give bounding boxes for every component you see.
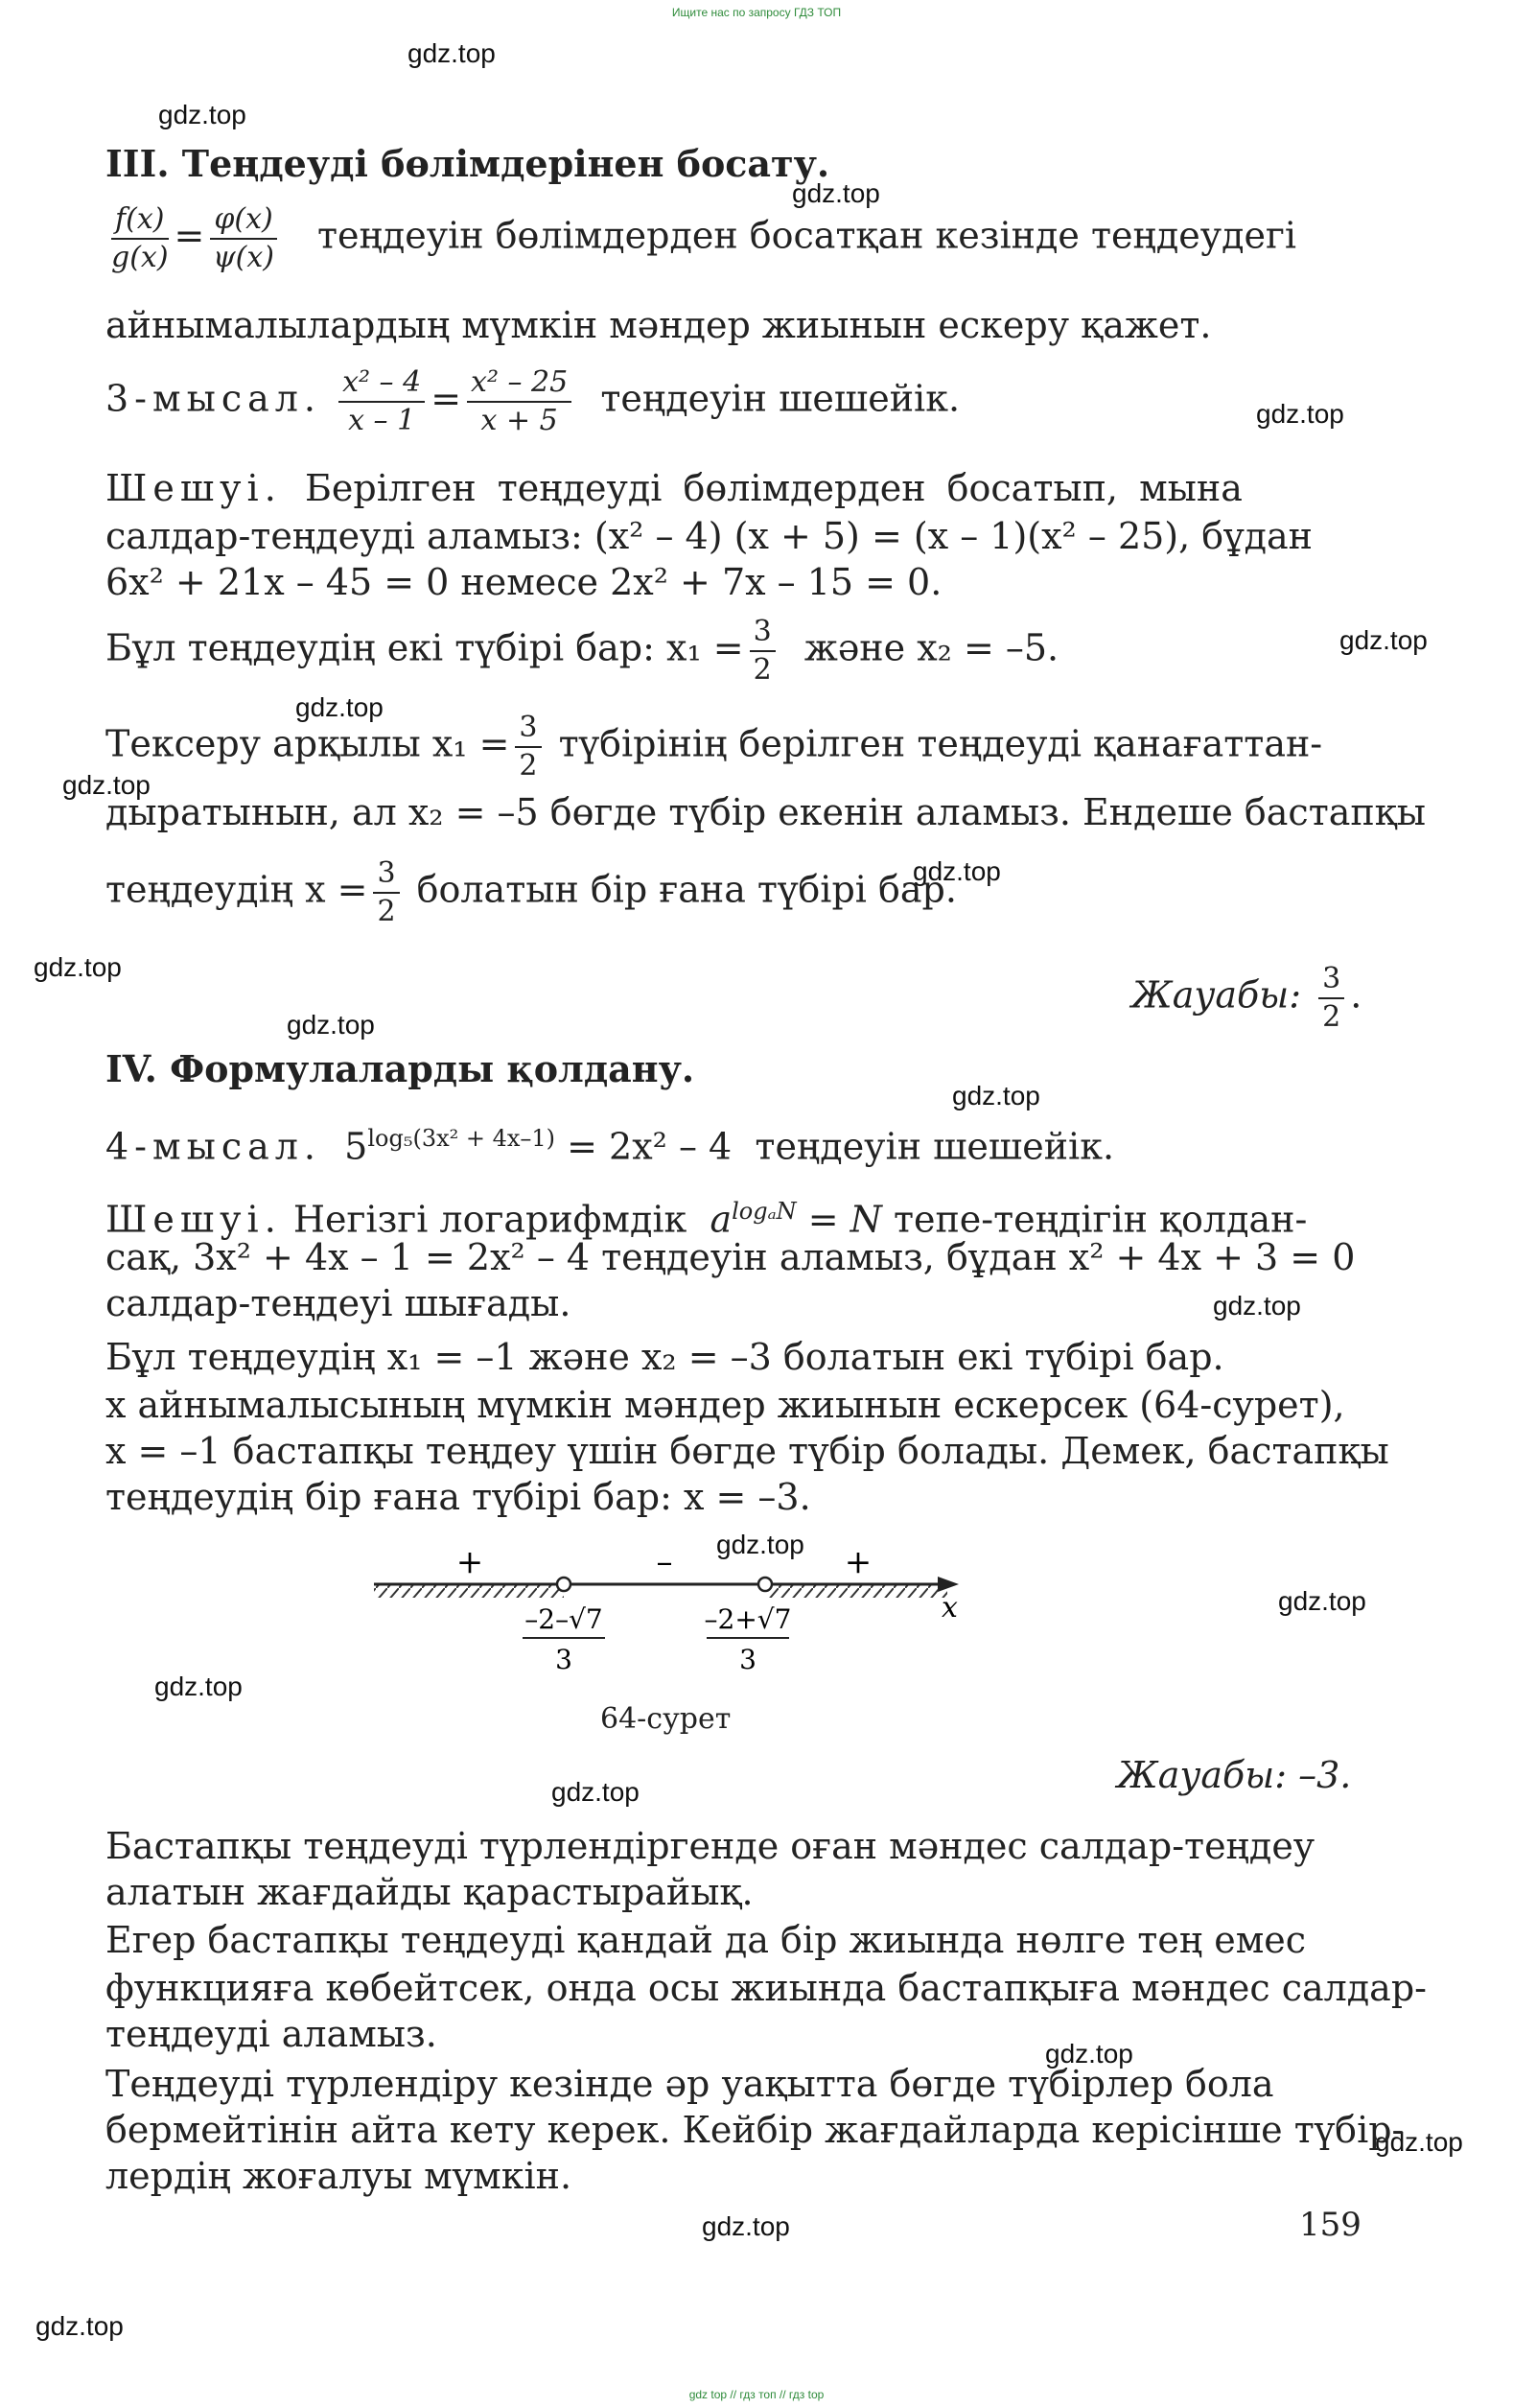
watermark: gdz.top (1375, 2127, 1463, 2157)
watermark: gdz.top (913, 856, 1001, 886)
watermark: gdz.top (1278, 1586, 1366, 1616)
example4-solution-line3: салдар-теңдеуі шығады. (105, 1282, 571, 1324)
hatch-left (374, 1584, 564, 1598)
watermark: gdz.top (792, 178, 880, 208)
fraction: $\frac{3}{2}$ (750, 614, 776, 689)
closing-p2-line2: функцияға көбейтсек, онда осы жиында бастапқыға мәндес салдар- (105, 1967, 1428, 2009)
example4-statement: 4-мысал. $5^{log_5(3x^2 + 4x-1)} = 2x^2 - 4$ теңдеуін шешейік. (105, 1125, 1115, 1168)
open-point-right (758, 1578, 772, 1591)
watermark: gdz.top (1045, 2039, 1133, 2069)
watermark: gdz.top (62, 770, 151, 800)
example4-solution-line7: теңдеудің бір ғана түбірі бар: x = –3. (105, 1476, 811, 1518)
example4-solution-line5: x айнымалысының мүмкін мәндер жиынын ескерсек (64-сурет), (105, 1384, 1345, 1426)
fraction: $\frac{3}{2}$ (515, 710, 541, 784)
sign-plus-left: + (455, 1543, 484, 1581)
watermark: gdz.top (1256, 399, 1344, 429)
point2-denominator: 3 (739, 1644, 756, 1675)
fraction: $\frac{3}{2}$ (373, 855, 399, 930)
watermark: gdz.top (35, 2311, 124, 2341)
watermark: gdz.top (287, 1010, 375, 1040)
top-banner: Ищите нас по запросу ГДЗ ТОП (671, 6, 842, 19)
page-number: 159 (1299, 2206, 1362, 2244)
section3-intro-line2: айнымалылардың мүмкін мәндер жиынын ескеру қажет. (105, 304, 1212, 346)
watermark: gdz.top (295, 692, 384, 722)
closing-p2-line3: теңдеуді аламыз. (105, 2013, 437, 2055)
sign-plus-right: + (844, 1543, 873, 1581)
fraction: $\frac{f(x)}{g(x)}$ (111, 202, 169, 274)
example3-check-line2: дыратынын, ал x₂ = –5 бөгде түбір екенін аламыз. Ендеше бастапқы (105, 791, 1426, 833)
example4-solution-line4: Бұл теңдеудің x₁ = –1 және x₂ = –3 болатын екі түбірі бар. (105, 1336, 1224, 1378)
example4-answer: Жауабы: –3. (1117, 1754, 1352, 1796)
watermark: gdz.top (1339, 625, 1428, 655)
section3-title: III. Теңдеуді бөлімдерінен босату. (105, 142, 830, 185)
watermark: gdz.top (158, 100, 246, 129)
example4-solution-line1: Шешуі. Негізгі логарифмдік $a^{log_aN} = N$ тепе-теңдігін қолдан- (105, 1198, 1308, 1241)
axis-label: x (942, 1591, 958, 1625)
closing-p3-line1: Теңдеуді түрлендіру кезінде әр уақытта бөгде түбірлер бола (105, 2063, 1274, 2105)
fraction: $\frac{\text{x² – 4}}{x - 1}$ (338, 364, 425, 439)
point1-numerator: –2–√7 (524, 1603, 603, 1635)
example4-solution-line2: сақ, 3x² + 4x – 1 = 2x² – 4 теңдеуін аламыз, бұдан x² + 4x + 3 = 0 (105, 1236, 1356, 1278)
fraction: $\frac{3}{2}$ (1318, 961, 1344, 1036)
hatch-right (765, 1584, 947, 1598)
example4-solution-line6: x = –1 бастапқы теңдеу үшін бөгде түбір болады. Демек, бастапқы (105, 1430, 1389, 1472)
watermark: gdz.top (1213, 1291, 1301, 1321)
fraction: $\frac{\text{x² – 25}}{x + 5}$ (467, 364, 571, 439)
bottom-banner: gdz top // гдз топ // гдз top (688, 2388, 825, 2401)
watermark: gdz.top (716, 1530, 804, 1559)
closing-p3-line2: бермейтінін айта кету керек. Кейбір жағдайларда керісінше түбір- (105, 2109, 1405, 2151)
example3-check-line3: теңдеудің x = $\frac{3}{2}$ болатын бір ғана түбірі бар. (105, 856, 957, 928)
example3-solution-line3: 6x² + 21x – 45 = 0 немесе 2x² + 7x – 15 = 0. (105, 561, 943, 603)
watermark: gdz.top (34, 952, 122, 982)
section4-title: IV. Формулаларды қолдану. (105, 1047, 695, 1090)
axis-arrow-icon (938, 1577, 959, 1592)
fraction: $\frac{\varphi(x)}{\psi(x)}$ (210, 201, 276, 276)
example3-check-line1: Тексеру арқылы x₁ = $\frac{3}{2}$ түбірінің берілген теңдеуді қанағаттан- (105, 711, 1323, 783)
point1-denominator: 3 (555, 1644, 572, 1675)
watermark: gdz.top (407, 38, 496, 68)
section3-intro: $\frac{f(x)}{g(x)}$ = $\frac{\varphi(x)}{\psi(x)}$ теңдеуін бөлімдерден босатқан кезінде теңдеудегі (111, 202, 1297, 274)
closing-p1-line2: алатын жағдайды қарастырайық. (105, 1871, 754, 1913)
closing-p2-line1: Егер бастапқы теңдеуді қандай да бір жиында нөлге тең емес (105, 1919, 1307, 1961)
open-point-left (557, 1578, 570, 1591)
example3-statement: 3-мысал. $\frac{\text{x² – 4}}{x - 1}$ = $\frac{\text{x² – 25}}{x + 5}$ теңдеуін шешейік. (105, 365, 961, 437)
example3-solution-line2: салдар-теңдеуді аламыз: (x² – 4) (x + 5) = (x – 1)(x² – 25), бұдан (105, 515, 1314, 557)
watermark: gdz.top (551, 1777, 640, 1807)
watermark: gdz.top (154, 1672, 243, 1701)
watermark: gdz.top (702, 2211, 790, 2241)
watermark: gdz.top (952, 1081, 1040, 1110)
figure-caption: 64-сурет (600, 1702, 732, 1736)
example3-solution-line1: Шешуі. Берілген теңдеуді бөлімдерден босатып, мына (105, 467, 1243, 509)
number-line-figure (364, 1534, 978, 1707)
example3-answer: Жауабы: $\frac{3}{2}$ . (1131, 962, 1362, 1034)
point2-numerator: –2+√7 (704, 1603, 792, 1635)
closing-p1-line1: Бастапқы теңдеуді түрлендіргенде оған мәндес салдар-теңдеу (105, 1825, 1315, 1867)
example3-roots: Бұл теңдеудің екі түбірі бар: x₁ = $\frac{3}{2}$ және x₂ = –5. (105, 615, 1059, 687)
sign-minus: – (656, 1543, 673, 1581)
closing-p3-line3: лердің жоғалуы мүмкін. (105, 2155, 572, 2197)
